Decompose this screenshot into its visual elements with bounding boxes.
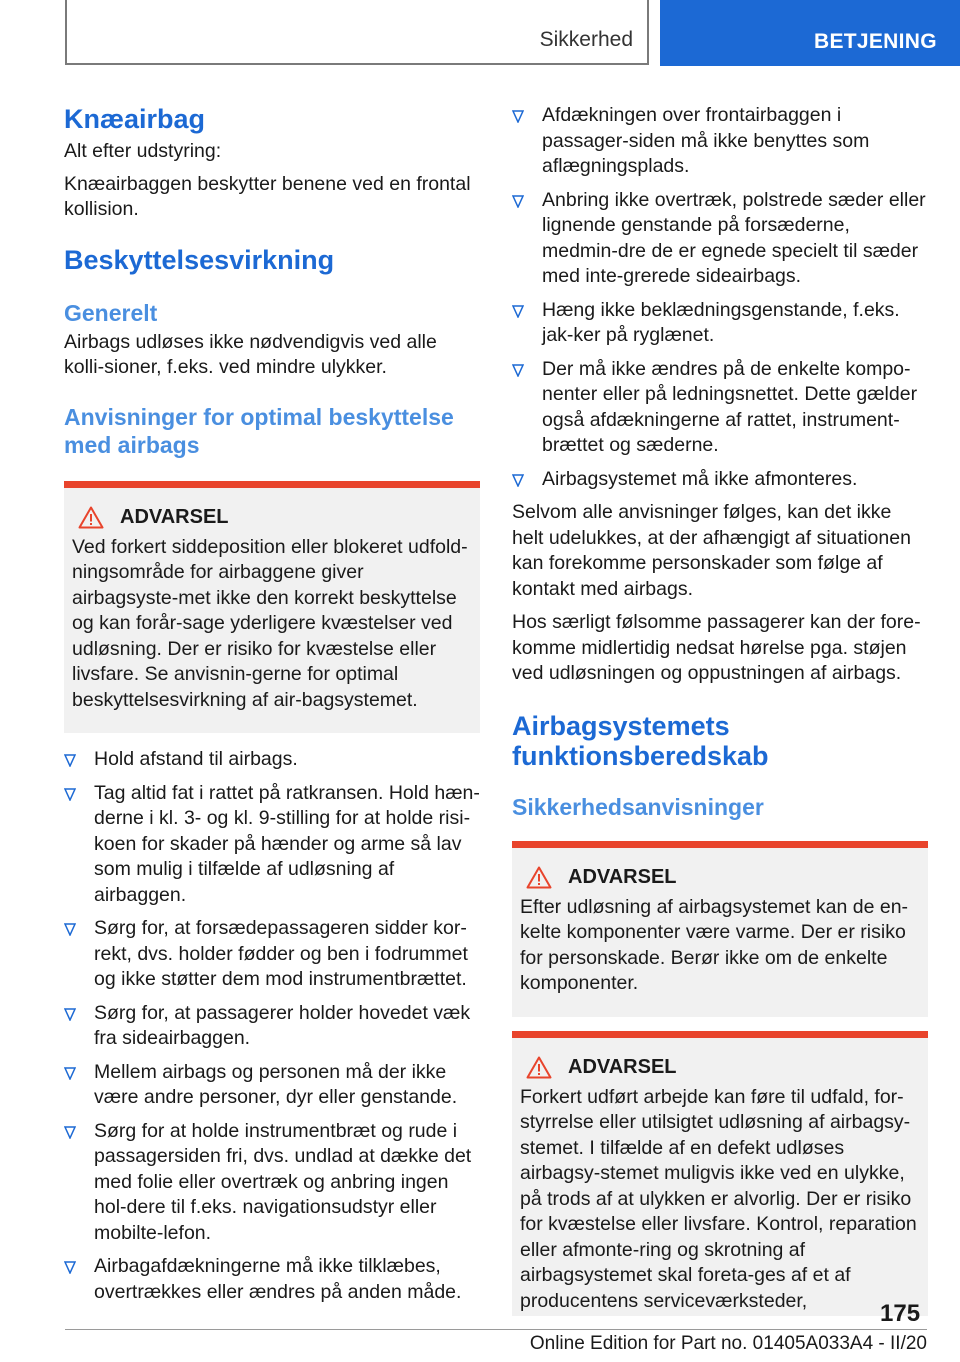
protection-heading: Beskyttelsesvirkning (64, 244, 335, 275)
residual-risk-text: Selvom alle anvisninger følges, kan det ikke helt udelukkes, at der afhængigt af situationen kan forekomme personskader som følge af kontakt med airbags. (512, 501, 911, 600)
warning-label: ADVARSEL (568, 1055, 677, 1078)
page-number: 175 (880, 1300, 921, 1327)
warning-text: Ved forkert siddeposition eller blokeret udfold-ningsområde for airbaggene giver airbagsyste-met ikke den korrekt beskyttelse og kan forår-sage yderligere kvæstelser ved udløsning. Der er risiko for kvæstelse eller livsfare. Se anvisnin-gerne for optimal beskyttelsesvirkning af air-bagsystemet. (72, 535, 468, 711)
hearing-text: Hos særligt følsomme passagerer kan der fore-komme midlertidig nedsat hørelse pga. støjen ved udløsningen og oppustningen af airbags. (512, 611, 921, 684)
triangle-bullet-icon (64, 1126, 76, 1139)
list-item: Afdækningen over frontairbaggen i passager-siden må ikke benyttes som aflægningsplads. (512, 103, 928, 180)
warning-triangle-icon (526, 1056, 552, 1079)
warning-box (512, 1031, 928, 1317)
warning-label: ADVARSEL (120, 505, 229, 528)
triangle-bullet-icon (512, 110, 524, 123)
list-item: Anbring ikke overtræk, polstrede sæder eller lignende genstande på forsæderne, medmin-dre de er egnede specielt til sæder med inte-grerede sideairbags. (512, 188, 928, 290)
list-item: Tag altid fat i rattet på ratkransen. Hold hæn-derne i kl. 3- og kl. 9-stilling for at holde risi-koen for skader på hænder og arme så lav som mulig i tilfælde af udløsning af airbaggen. (64, 781, 480, 909)
triangle-bullet-icon (512, 474, 524, 487)
list-item: Hold afstand til airbags. (64, 747, 480, 773)
triangle-bullet-icon (64, 1008, 76, 1021)
footer-divider (65, 1329, 927, 1330)
triangle-bullet-icon (512, 195, 524, 208)
triangle-bullet-icon (512, 364, 524, 377)
warning-triangle-icon (526, 866, 552, 889)
warning-text: Forkert udført arbejde kan føre til udfald, for-styrrelse eller utilsigtet udløsning af airbagsy-stemet. I tilfælde af en defekt udløses airbagsy-stemet muligvis ikke ved en ulykke, på trods af at ulykken er alvorlig. Der er risiko for kvæstelse eller livsfare. Kontrol, reparation eller afmonte-ring og skrotning af airbagsystemet skal foreta-ges af et af producentens serviceværksteder, (520, 1085, 917, 1312)
section-title: Sikkerhed (539, 28, 633, 51)
list-item: Sørg for at holde instrumentbræt og rude i passagersiden fri, dvs. undlad at dække det med folie eller overtræk og anbring ingen hol-dere til f.eks. navigationsudstyr eller mobilte-lefon. (64, 1119, 480, 1247)
list-item: Der må ikke ændres på de enkelte kompo-nenter eller på ledningsnettet. Dette gælder også afdækningerne af rattet, instrument-brættet og sæderne. (512, 357, 928, 459)
triangle-bullet-icon (64, 788, 76, 801)
airbag-cover-bullet-list (512, 103, 928, 492)
triangle-bullet-icon (64, 1067, 76, 1080)
list-item: Sørg for, at forsædepassageren sidder kor-rekt, dvs. holder fødder og ben i fodrummet og ikke støtter dem mod instrumentbrættet. (64, 916, 480, 993)
triangle-bullet-icon (64, 923, 76, 936)
safety-bullet-list (64, 747, 480, 1305)
chapter-title: BETJENING (814, 30, 937, 53)
list-item: Mellem airbags og personen må der ikke være andre personer, dyr eller genstande. (64, 1060, 480, 1111)
warning-box (512, 841, 928, 1017)
warning-text: Efter udløsning af airbagsystemet kan de en-kelte komponenter være varme. Der er risiko for personskade. Berør ikke om de enkelte komponenter. (520, 895, 909, 994)
safety-instructions-heading: Sikkerhedsanvisninger (512, 793, 764, 820)
readiness-heading: Airbagsystemets funktionsberedskab (512, 710, 769, 771)
knee-airbag-availability: Alt efter udstyring: (64, 140, 222, 162)
triangle-bullet-icon (512, 305, 524, 318)
instructions-heading: Anvisninger for optimal beskyttelse med airbags (64, 403, 454, 458)
general-heading: Generelt (64, 299, 158, 326)
right-column (512, 103, 928, 1316)
footer-edition: Online Edition for Part no. 01405A033A4 - II/20 (529, 1333, 927, 1354)
warning-triangle-icon (78, 506, 104, 529)
list-item: Hæng ikke beklædningsgenstande, f.eks. jak-ker på ryglænet. (512, 298, 928, 349)
section-tab (65, 0, 649, 65)
chapter-tab (660, 0, 960, 66)
warning-box (64, 481, 480, 734)
general-text: Airbags udløses ikke nødvendigvis ved alle kolli-sioner, f.eks. ved mindre ulykker. (64, 330, 437, 378)
knee-airbag-description: Knæairbaggen beskytter benene ved en frontal kollision. (64, 172, 471, 220)
left-column (64, 98, 480, 1313)
warning-label: ADVARSEL (568, 865, 677, 888)
list-item: Sørg for, at passagerer holder hovedet væk fra sideairbaggen. (64, 1001, 480, 1052)
page-header (0, 0, 960, 66)
triangle-bullet-icon (64, 754, 76, 767)
list-item: Airbagsystemet må ikke afmonteres. (512, 467, 928, 493)
list-item: Airbagafdækningerne må ikke tilklæbes, overtrækkes eller ændres på anden måde. (64, 1254, 480, 1305)
triangle-bullet-icon (64, 1261, 76, 1274)
knee-airbag-heading: Knæairbag (64, 104, 206, 134)
